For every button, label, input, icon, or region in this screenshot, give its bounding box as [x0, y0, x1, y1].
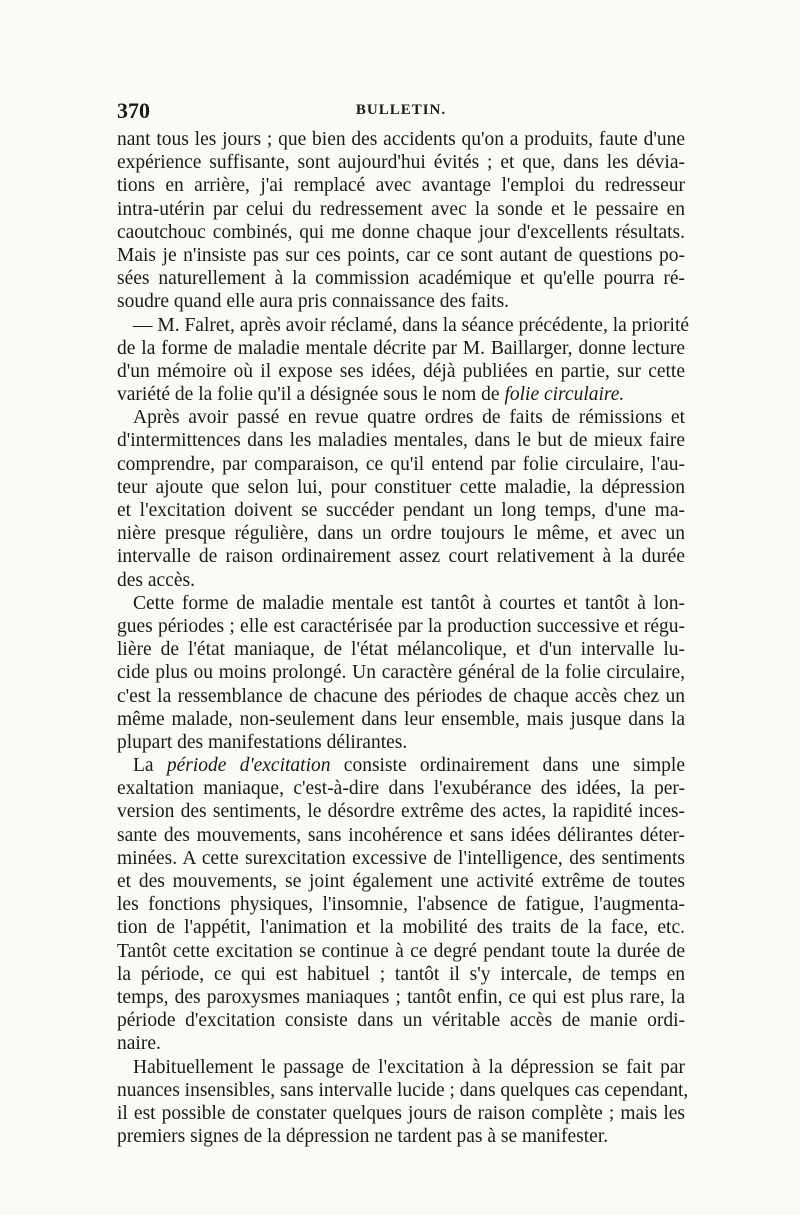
text-line: nant tous les jours ; que bien des accidents qu'on a produits, faute d'une	[117, 129, 685, 150]
text-line: et l'excitation doivent se succéder pendant un long temps, d'une ma-	[117, 500, 685, 521]
paragraph	[117, 592, 685, 754]
text-line: d'un mémoire où il expose ses idées, déjà publiées en partie, sur cette	[117, 360, 685, 382]
text-line: nière presque régulière, dans un ordre toujours le même, et avec un	[117, 523, 685, 545]
paragraph	[117, 128, 685, 314]
text-line: tions en arrière, j'ai remplacé avec avantage l'emploi du redresseur	[117, 175, 685, 197]
text-line: les fonctions physiques, l'insomnie, l'absence de fatigue, l'augmenta-	[117, 894, 685, 916]
text-line: plupart des manifestations délirantes.	[117, 731, 408, 753]
text-fragment: La	[133, 755, 167, 777]
text-line: expérience suffisante, sont aujourd'hui évités ; et que, dans les dévia-	[117, 152, 685, 174]
text-line: soudre quand elle aura pris connaissance des faits.	[117, 291, 510, 313]
text-line: de la forme de maladie mentale décrite par M. Baillarger, donne lecture	[117, 337, 685, 359]
text-line: Cette forme de maladie mentale est tantôt à courtes et tantôt à lon-	[133, 592, 685, 614]
text-line: — M. Falret, après avoir réclamé, dans la séance précédente, la priorité	[133, 314, 690, 336]
paragraph	[117, 406, 685, 592]
text-line: gues périodes ; elle est caractérisée par la production successive et régu-	[117, 615, 685, 637]
text-line: intervalle de raison ordinairement assez court relativement à la durée	[117, 546, 685, 568]
text-line: tion de l'appétit, l'animation et la mobilité des traits de la face, etc.	[117, 917, 685, 939]
text-fragment: consiste ordinairement dans une simple	[330, 755, 686, 777]
text-line: exaltation maniaque, c'est-à-dire dans l'exubérance des idées, la per-	[117, 778, 685, 800]
text-line: sées naturellement à la commission académique et qu'elle pourra ré-	[117, 268, 685, 290]
body-text	[117, 128, 690, 1148]
paragraph	[117, 1056, 689, 1149]
italic-term: folie circulaire.	[504, 384, 625, 406]
text-line: nuances insensibles, sans intervalle lucide ; dans quelques cas cependant,	[117, 1079, 689, 1101]
text-line: et des mouvements, se joint également une activité extrême de toutes	[117, 871, 685, 892]
running-head: BULLETIN.	[355, 102, 447, 118]
text-line: période d'excitation consiste dans un véritable accès de manie ordi-	[117, 1010, 685, 1032]
text-line: Habituellement le passage de l'excitation à la dépression se fait par	[133, 1056, 685, 1078]
text-line: sante des mouvements, sans incohérence et sans idées délirantes déter-	[117, 824, 685, 846]
text-line: Après avoir passé en revue quatre ordres de faits de rémissions et	[133, 407, 685, 429]
paragraph	[117, 314, 690, 407]
page-header	[117, 98, 685, 122]
text-line: version des sentiments, le désordre extrême des actes, la rapidité inces-	[117, 801, 685, 823]
text-line	[117, 383, 685, 406]
text-line: teur ajoute que selon lui, pour constituer cette maladie, la dépression	[117, 476, 685, 498]
text-line: d'intermittences dans les maladies mentales, dans le but de mieux faire	[117, 430, 685, 452]
text-line: lière de l'état maniaque, de l'état mélancolique, et d'un intervalle lu-	[117, 639, 685, 661]
text-line: premiers signes de la dépression ne tardent pas à se manifester.	[117, 1126, 609, 1148]
paragraph	[117, 754, 685, 1055]
text-fragment: variété de la folie qu'il a désignée sous le nom de	[117, 384, 505, 406]
text-line: cide plus ou moins prolongé. Un caractère général de la folie circulaire,	[117, 662, 685, 684]
text-line: comprendre, par comparaison, ce qu'il entend par folie circulaire, l'au-	[117, 453, 685, 475]
text-line: Mais je n'insiste pas sur ces points, car ce sont autant de questions po-	[117, 244, 685, 266]
text-line: Tantôt cette excitation se continue à ce degré pendant toute la durée de	[117, 940, 685, 962]
text-line: même malade, non-seulement dans leur ensemble, mais jusque dans la	[117, 708, 685, 730]
text-line	[117, 754, 685, 777]
text-line: caoutchouc combinés, qui me donne chaque jour d'excellents résultats.	[117, 221, 685, 243]
text-line: minées. A cette surexcitation excessive de l'intelligence, des sentiments	[117, 847, 685, 869]
page-number: 370	[117, 98, 150, 123]
text-line: intra-utérin par celui du redressement avec la sonde et le pessaire en	[117, 198, 685, 220]
text-line: naire.	[117, 1033, 161, 1055]
text-line: temps, des paroxysmes maniaques ; tantôt enfin, ce qui est plus rare, la	[117, 986, 685, 1008]
text-line: c'est la ressemblance de chacune des périodes de chaque accès chez un	[117, 685, 685, 707]
text-line: il est possible de constater quelques jours de raison complète ; mais les	[117, 1102, 685, 1124]
italic-term: période d'excitation	[166, 755, 331, 777]
text-line: des accès.	[117, 569, 195, 591]
text-line: la période, ce qui est habituel ; tantôt il s'y intercale, de temps en	[117, 963, 685, 985]
